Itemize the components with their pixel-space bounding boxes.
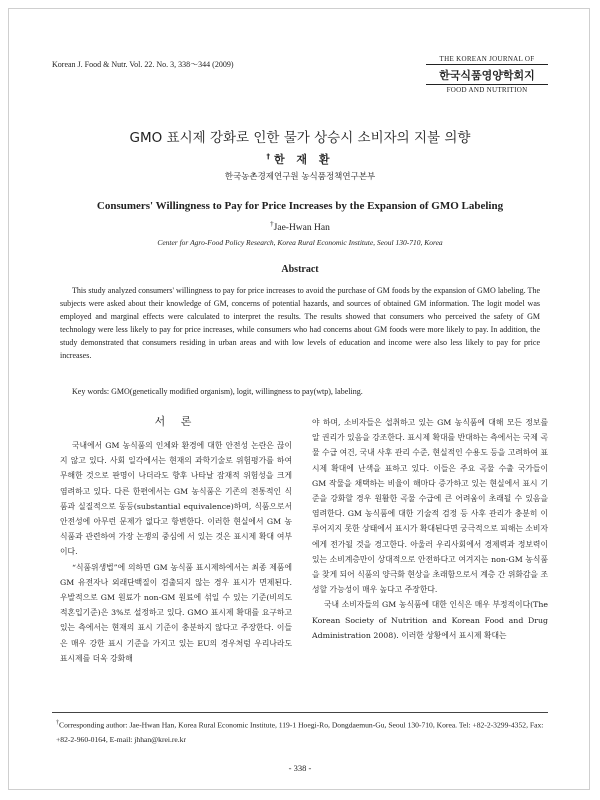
author-ko [0,151,600,167]
author-ko-mark: † [266,152,274,161]
paper-title-ko: GMO 표시제 강화로 인한 물가 상승시 소비자의 지불 의향 [129,130,471,146]
abstract-body: This study analyzed consumers' willingness to pay for price increases to avoid the purchase of GM foods by the expansion of GMO labeling. The subjects were asked about their knowledge of GM, concerns of potential hazards, and sources of obtained GM information. The logit model was employed and marginal effects were calculated to interpret the results. The results showed that consumers who perceived the safety of GM technology were less likely to pay for price increases, while consumers who had concerns about GM foods were more likely to pay. In addition, the study demonstrated that consumers residing in urban areas and with low levels of education and income were also less likely to pay for price increases. [60,286,540,361]
journal-masthead [426,55,548,94]
author-en-name: Jae-Hwan Han [273,223,330,234]
left-column [60,438,292,666]
author-en [0,220,600,233]
footnote-divider [52,712,548,713]
author-ko-name: 한 재 환 [273,153,334,166]
author-en-mark: † [270,220,274,228]
paper-title-en: Consumers' Willingness to Pay for Price Increases by the Expansion of GMO Labeling [96,200,504,212]
section-heading-introduction: 서 론 [154,415,198,428]
affiliation-ko: 한국농촌경제연구원 농식품정책연구본부 [224,172,376,182]
footnote [56,716,548,747]
page-number: - 338 - [288,763,312,773]
right-column [312,415,548,643]
paragraph: “식품위생법”에 의하면 GM 농식품 표시제하에서는 최종 제품에 GM 유전자나 외래단백질이 검출되지 않는 경우 표시가 면제된다. 우발적으로 GM 원료가 non-GM 원료에 섞일 수 있는 기준(비의도적혼입기준)은 3%로 설정하고 있다. GMO 표시제 확대를 요구하고 있는 측에서는 현재의 표시 기준이 충분하지 않다고 주장한다. 이들은 매우 강한 표시 기준을 가지고 있는 EU의 경우처럼 우리나라도 표시제를 더욱 강화해 [60,562,292,663]
paragraph: 국내에서 GM 농식품의 인체와 환경에 대한 안전성 논란은 끊이지 않고 있다. 사회 일각에서는 현재의 과학기술로 위험평가를 하여 무해한 것으로 판명이 나더라도 향후 나타날 잠재적 위험성을 크게 염려하고 있다. 다른 한편에서는 GM 농식품은 기존의 전통적인 식품과 실질적으로 동등(substantial equivalence)하며, 식품으로서 안전성에 아무런 문제가 없다고 항변한다. 이러한 현실에서 GM 농식품과 관련하여 가장 논쟁의 중심에 서 있는 것은 표시제 확대 여부이다. [60,441,292,557]
journal-name-en-top: THE KOREAN JOURNAL OF [426,55,548,65]
abstract-heading: Abstract [281,264,319,275]
journal-name-ko: 한국식품영양학회지 [439,69,535,82]
journal-citation: Korean J. Food & Nutr. Vol. 22. No. 3, 338～344 (2009) [52,60,234,69]
keywords: Key words: GMO(genetically modified organism), logit, willingness to pay(wtp), labeling. [72,387,363,396]
paragraph: 국내 소비자들의 GM 농식품에 대한 인식은 매우 부정적이다(The Korean Society of Nutrition and Korean Food and Drug Administration 2008). 이러한 상황에서 표시제 확대는 [312,600,548,640]
footnote-text: Corresponding author: Jae-Hwan Han, Korea Rural Economic Institute, 119-1 Hoegi-Ro, Dongdaemun-Gu, Seoul 130-710, Korea. Tel: +82-2-3299-4352, Fax: +82-2-960-0164, E-mail: jhhan@krei.re.kr [56,720,544,744]
footnote-mark: † [56,720,59,726]
paragraph: 야 하며, 소비자들은 섭취하고 있는 GM 농식품에 대해 모든 정보를 알 권리가 있음을 강조한다. 표시제 확대를 반대하는 측에서는 국제 곡물 수급 여건, 국내 사후 관리 수준, 현실적인 수용도 등을 고려하여 표시제 확대에 난색을 표하고 있다. 이들은 주요 곡물 수출 국가들이 GM 작물을 채택하는 비율이 해마다 증가하고 있는 현실에서 표시 기준을 강화할 경우 원활한 곡물 수급에 큰 어려움이 초래될 수 있음을 염려한다. GM 농식품에 대한 기술적 검정 등 사후 관리가 충분히 이루어지지 못한 상태에서 표시가 확대된다면 궁극적으로 피해는 소비자에게 전가될 것을 경고한다. 아울러 우리사회에서 경제력과 정보력이 있는 소비계층만이 상대적으로 안전하다고 여겨지는 non-GM 농식품을 찾게 되어 식품의 양극화 현상을 초래함으로서 계층 간 위화감을 조성할 가능성이 매우 높다고 주장한다. [312,418,548,595]
affiliation-en: Center for Agro-Food Policy Research, Korea Rural Economic Institute, Seoul 130-710, Korea [157,238,443,247]
journal-name-en-bottom: FOOD AND NUTRITION [426,84,548,94]
